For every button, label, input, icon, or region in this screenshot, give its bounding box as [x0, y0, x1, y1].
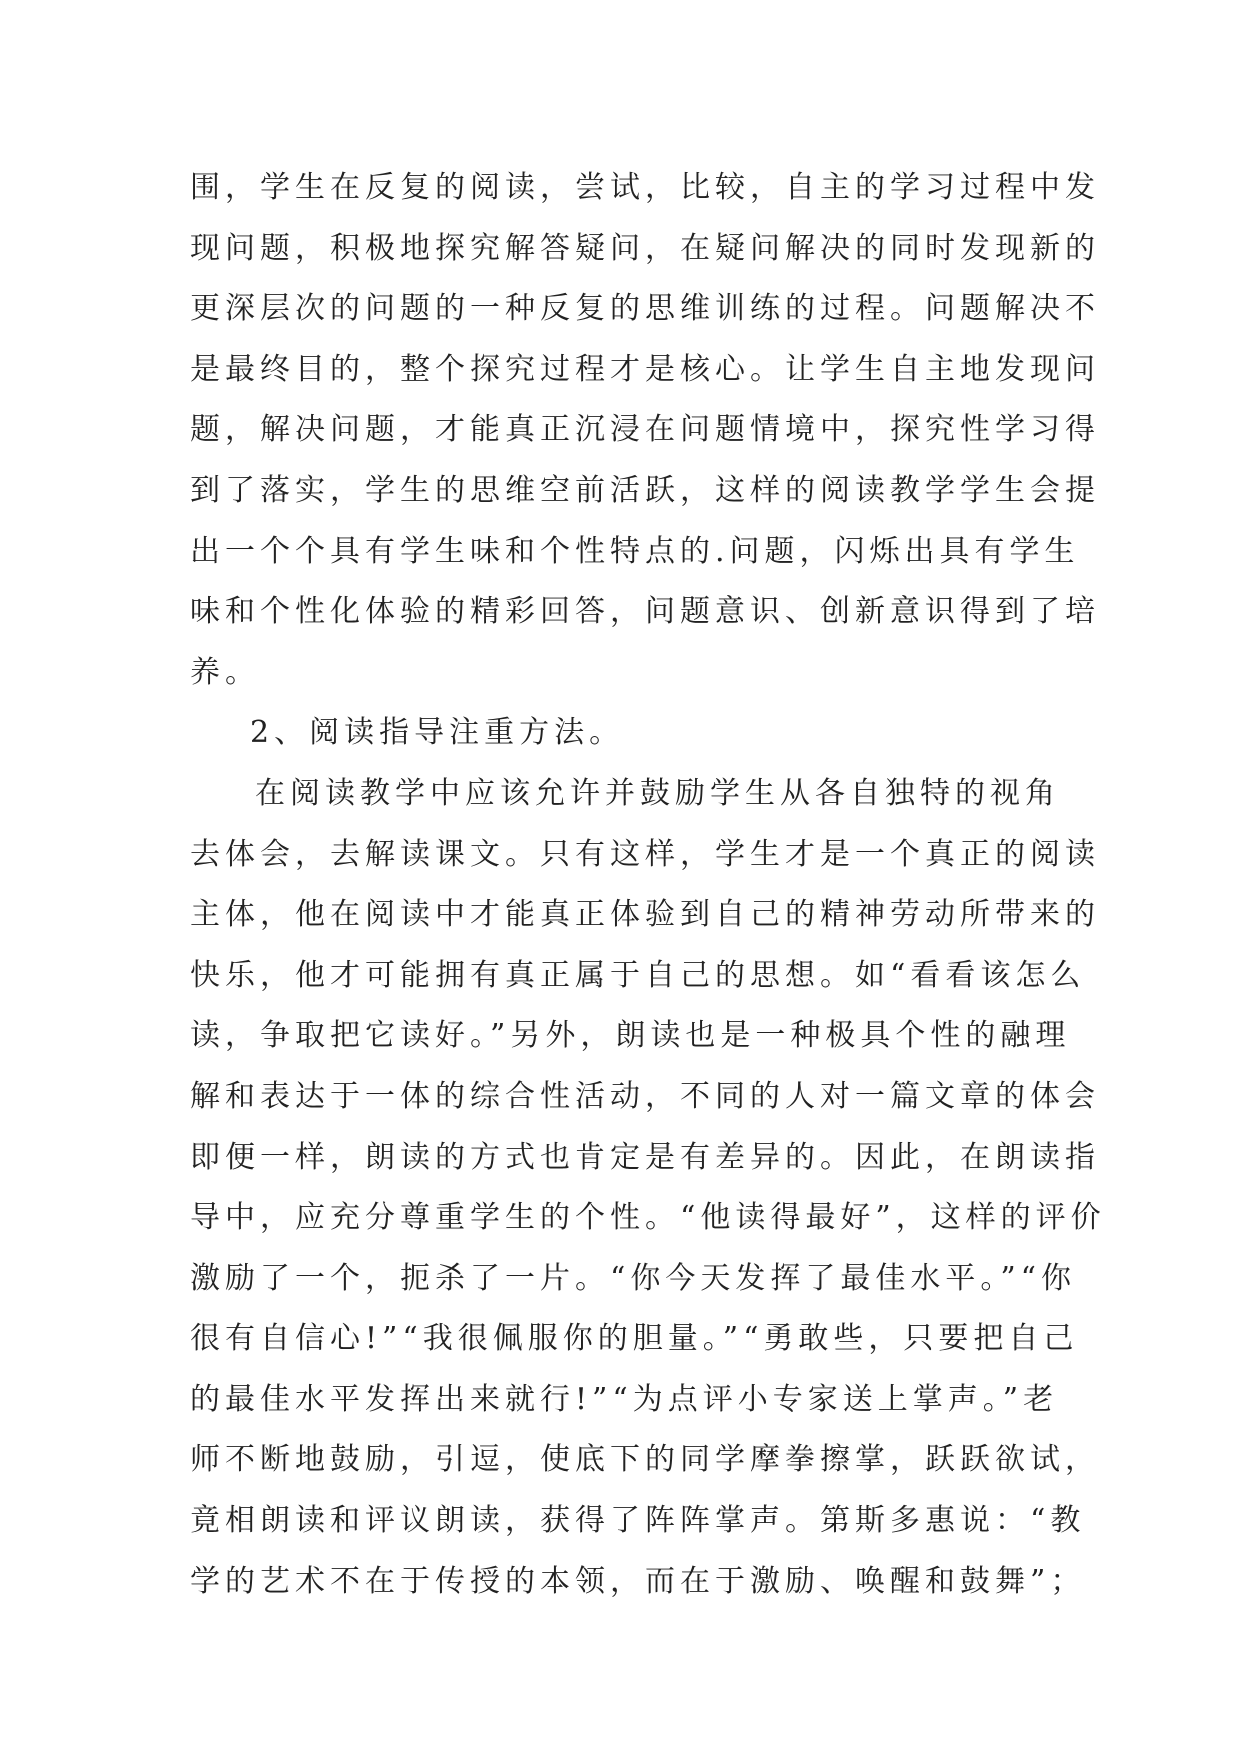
- text-line: 到了落实，学生的思维空前活跃，这样的阅读教学学生会提: [190, 472, 1100, 508]
- text-line: 学的艺术不在于传授的本领，而在于激励、唤醒和鼓舞”；: [190, 1563, 1086, 1599]
- text-line: 题，解决问题，才能真正沉浸在问题情境中，探究性学习得: [190, 412, 1100, 448]
- text-line: 解和表达于一体的综合性活动，不同的人对一篇文章的体会: [190, 1078, 1100, 1114]
- text-line: 导中，应充分尊重学生的个性。“他读得最好”，这样的评价: [190, 1200, 1106, 1236]
- text-line: 快乐，他才可能拥有真正属于自己的思想。如“看看该怎么: [190, 957, 1086, 993]
- section-heading: 2、阅读指导注重方法。: [250, 715, 625, 751]
- text-line: 养。: [190, 654, 260, 690]
- text-line: 师不断地鼓励，引逗，使底下的同学摩拳擦掌，跃跃欲试，: [190, 1442, 1100, 1478]
- body-text: [190, 158, 1106, 1612]
- text-line: 在阅读教学中应该允许并鼓励学生从各自独特的视角: [255, 775, 1060, 811]
- text-line: 是最终目的，整个探究过程才是核心。让学生自主地发现问: [190, 351, 1100, 387]
- text-line: 的最佳水平发挥出来就行!”“为点评小专家送上掌声。”老: [190, 1381, 1059, 1417]
- text-line: 竟相朗读和评议朗读，获得了阵阵掌声。第斯多惠说：“教: [190, 1503, 1086, 1539]
- paragraph-2: [190, 764, 1106, 1612]
- text-line: 很有自信心!”“我很佩服你的胆量。”“勇敢些，只要把自己: [190, 1321, 1079, 1357]
- text-line: 出一个个具有学生味和个性特点的.问题，闪烁出具有学生: [190, 533, 1080, 569]
- text-line: 读，争取把它读好。”另外，朗读也是一种极具个性的融理: [190, 1018, 1071, 1054]
- text-line: 围，学生在反复的阅读，尝试，比较，自主的学习过程中发: [190, 170, 1100, 205]
- text-line: 味和个性化体验的精彩回答，问题意识、创新意识得到了培: [190, 594, 1100, 630]
- text-line: 主体，他在阅读中才能真正体验到自己的精神劳动所带来的: [190, 897, 1100, 933]
- paragraph-1: [190, 158, 1100, 703]
- text-line: 更深层次的问题的一种反复的思维训练的过程。问题解决不: [190, 291, 1100, 327]
- text-line: 现问题，积极地探究解答疑问，在疑问解决的同时发现新的: [190, 230, 1100, 266]
- text-line: 即便一样，朗读的方式也肯定是有差异的。因此，在朗读指: [190, 1139, 1100, 1175]
- text-line: 去体会，去解读课文。只有这样，学生才是一个真正的阅读: [190, 836, 1100, 872]
- text-line: 激励了一个，扼杀了一片。“你今天发挥了最佳水平。”“你: [190, 1260, 1077, 1296]
